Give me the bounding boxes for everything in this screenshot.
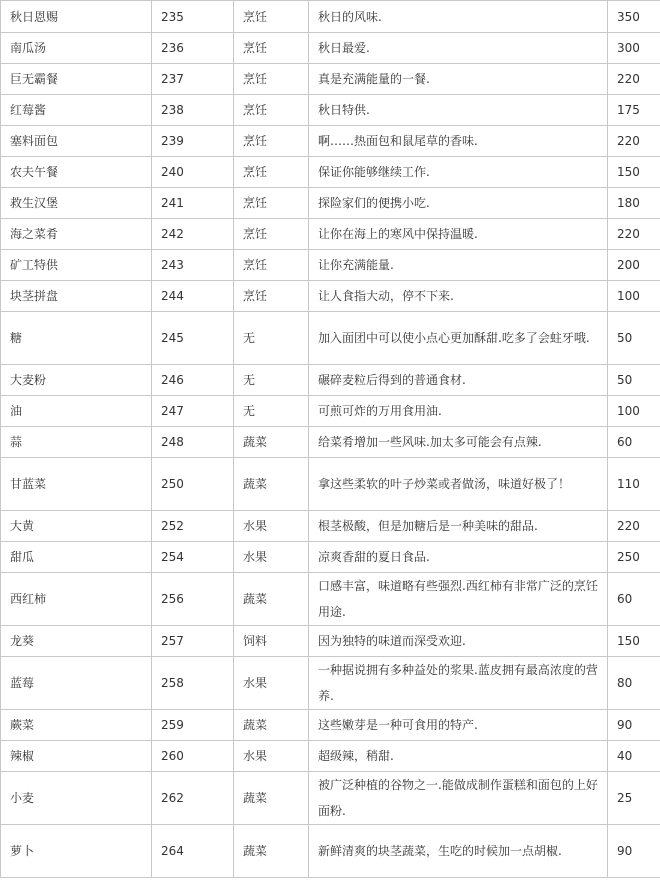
cell-description: 拿这些柔软的叶子炒菜或者做汤，味道好极了！ [309,458,608,511]
cell-price: 220 [608,126,660,157]
cell-name: 油 [1,396,152,427]
cell-name: 甘蓝菜 [1,458,152,511]
cell-price: 200 [608,250,660,281]
cell-price: 150 [608,626,660,657]
cell-id: 246 [152,365,234,396]
table-row [1,825,660,878]
cell-price: 90 [608,825,660,878]
cell-price: 60 [608,427,660,458]
cell-description: 啊……热面包和鼠尾草的香味. [309,126,608,157]
cell-id: 239 [152,126,234,157]
cell-name: 萝卜 [1,825,152,878]
cell-name: 龙葵 [1,626,152,657]
cell-description: 秋日特供. [309,95,608,126]
cell-price: 60 [608,573,660,626]
cell-name: 秋日恩赐 [1,1,152,33]
cell-id: 243 [152,250,234,281]
cell-id: 260 [152,741,234,772]
cell-name: 南瓜汤 [1,33,152,64]
cell-id: 245 [152,312,234,365]
cell-name: 蒜 [1,427,152,458]
cell-name: 糖 [1,312,152,365]
cell-category: 烹饪 [234,157,309,188]
cell-price: 100 [608,281,660,312]
cell-category: 烹饪 [234,33,309,64]
table-row [1,710,660,741]
cell-category: 蔬菜 [234,772,309,825]
table-row [1,64,660,95]
cell-price: 50 [608,312,660,365]
cell-category: 蔬菜 [234,573,309,626]
items-table-body [1,1,660,878]
table-row [1,312,660,365]
cell-category: 烹饪 [234,64,309,95]
cell-description: 让你在海上的寒风中保持温暖. [309,219,608,250]
cell-description: 超级辣，稍甜. [309,741,608,772]
cell-category: 蔬菜 [234,458,309,511]
cell-name: 农夫午餐 [1,157,152,188]
cell-description: 因为独特的味道而深受欢迎. [309,626,608,657]
table-row [1,396,660,427]
cell-price: 350 [608,1,660,33]
table-row [1,542,660,573]
table-row [1,458,660,511]
cell-name: 块茎拼盘 [1,281,152,312]
cell-id: 252 [152,511,234,542]
table-row [1,657,660,710]
table-row [1,126,660,157]
table-row [1,427,660,458]
cell-price: 220 [608,219,660,250]
cell-category: 无 [234,312,309,365]
cell-id: 241 [152,188,234,219]
cell-description: 碾碎麦粒后得到的普通食材. [309,365,608,396]
cell-price: 25 [608,772,660,825]
cell-category: 蔬菜 [234,710,309,741]
cell-id: 248 [152,427,234,458]
table-row [1,281,660,312]
cell-id: 254 [152,542,234,573]
cell-price: 250 [608,542,660,573]
cell-description: 口感丰富，味道略有些强烈.西红柿有非常广泛的烹饪用途. [309,573,608,626]
cell-name: 蓝莓 [1,657,152,710]
cell-price: 150 [608,157,660,188]
cell-description: 秋日的风味. [309,1,608,33]
cell-category: 水果 [234,542,309,573]
cell-id: 259 [152,710,234,741]
cell-price: 180 [608,188,660,219]
cell-category: 烹饪 [234,250,309,281]
cell-price: 50 [608,365,660,396]
cell-category: 烹饪 [234,188,309,219]
table-row [1,219,660,250]
cell-category: 烹饪 [234,95,309,126]
cell-category: 烹饪 [234,126,309,157]
cell-category: 无 [234,365,309,396]
cell-id: 264 [152,825,234,878]
cell-description: 根茎极酸，但是加糖后是一种美味的甜品. [309,511,608,542]
cell-category: 烹饪 [234,1,309,33]
cell-name: 海之菜肴 [1,219,152,250]
table-row [1,511,660,542]
cell-name: 大黄 [1,511,152,542]
cell-description: 真是充满能量的一餐. [309,64,608,95]
cell-description: 让人食指大动，停不下来. [309,281,608,312]
cell-name: 矿工特供 [1,250,152,281]
cell-id: 258 [152,657,234,710]
cell-id: 250 [152,458,234,511]
cell-category: 水果 [234,657,309,710]
cell-price: 110 [608,458,660,511]
cell-description: 加入面团中可以使小点心更加酥甜.吃多了会蛀牙哦. [309,312,608,365]
cell-id: 257 [152,626,234,657]
table-row [1,365,660,396]
cell-price: 300 [608,33,660,64]
cell-id: 237 [152,64,234,95]
cell-name: 小麦 [1,772,152,825]
cell-description: 让你充满能量. [309,250,608,281]
cell-name: 救生汉堡 [1,188,152,219]
cell-description: 这些嫩芽是一种可食用的特产. [309,710,608,741]
cell-description: 秋日最爱. [309,33,608,64]
cell-price: 220 [608,64,660,95]
cell-category: 无 [234,396,309,427]
cell-price: 220 [608,511,660,542]
cell-description: 一种据说拥有多种益处的浆果.蓝皮拥有最高浓度的营养. [309,657,608,710]
table-row [1,33,660,64]
cell-category: 饲料 [234,626,309,657]
cell-id: 247 [152,396,234,427]
cell-price: 90 [608,710,660,741]
cell-id: 242 [152,219,234,250]
cell-price: 175 [608,95,660,126]
table-row [1,95,660,126]
cell-category: 水果 [234,741,309,772]
cell-id: 235 [152,1,234,33]
cell-name: 蕨菜 [1,710,152,741]
cell-id: 236 [152,33,234,64]
table-row [1,188,660,219]
table-row [1,772,660,825]
cell-price: 40 [608,741,660,772]
table-row [1,1,660,33]
cell-description: 保证你能够继续工作. [309,157,608,188]
cell-price: 80 [608,657,660,710]
cell-price: 100 [608,396,660,427]
cell-name: 红莓酱 [1,95,152,126]
cell-description: 可煎可炸的万用食用油. [309,396,608,427]
table-row [1,626,660,657]
cell-name: 辣椒 [1,741,152,772]
cell-id: 256 [152,573,234,626]
cell-description: 新鲜清爽的块茎蔬菜，生吃的时候加一点胡椒. [309,825,608,878]
cell-description: 凉爽香甜的夏日食品. [309,542,608,573]
cell-category: 蔬菜 [234,825,309,878]
cell-category: 烹饪 [234,281,309,312]
cell-description: 探险家们的便携小吃. [309,188,608,219]
cell-name: 大麦粉 [1,365,152,396]
cell-name: 塞料面包 [1,126,152,157]
cell-id: 262 [152,772,234,825]
cell-category: 蔬菜 [234,427,309,458]
cell-id: 238 [152,95,234,126]
cell-category: 水果 [234,511,309,542]
cell-id: 244 [152,281,234,312]
table-row [1,573,660,626]
table-row [1,250,660,281]
table-row [1,741,660,772]
table-row [1,157,660,188]
cell-category: 烹饪 [234,219,309,250]
cell-description: 给菜肴增加一些风味.加太多可能会有点辣. [309,427,608,458]
cell-id: 240 [152,157,234,188]
cell-name: 西红柿 [1,573,152,626]
cell-name: 甜瓜 [1,542,152,573]
cell-name: 巨无霸餐 [1,64,152,95]
cell-description: 被广泛种植的谷物之一.能做成制作蛋糕和面包的上好面粉. [309,772,608,825]
